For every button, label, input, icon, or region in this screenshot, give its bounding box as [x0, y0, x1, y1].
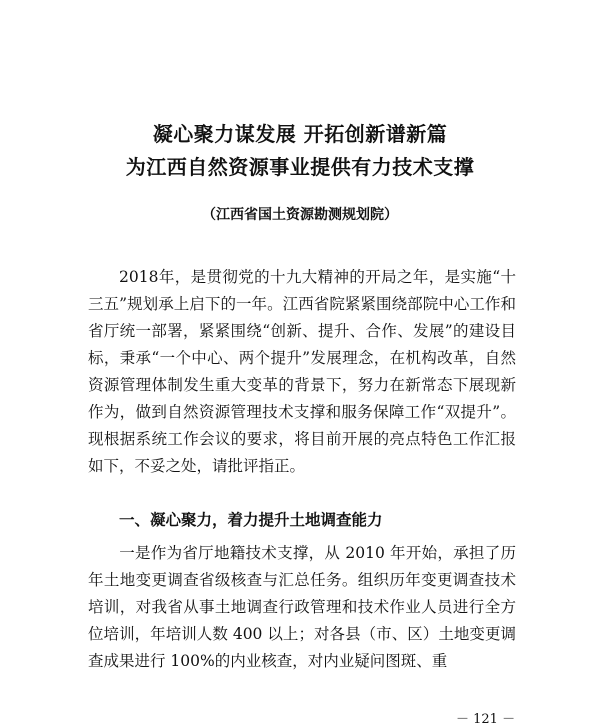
organization-name: （江西省国土资源勘测规划院） [202, 207, 398, 223]
title-line-2: 为江西自然资源事业提供有力技术支撑 [125, 155, 475, 179]
intro-paragraph-text: 2018年，是贯彻党的十九大精神的开局之年，是实施“十三五”规划承上启下的一年。江西省院紧紧围绕部院中心工作和省厅统一部署，紧紧围绕“创新、提升、合作、发展”的建设目标，秉承“一个中心、两个提升”发展理念，在机构改革，自然资源管理体制发生重大变革的背景下，努力在新常态下展现新作为，做到自然资源管理技术支撑和服务保障工作“双提升”。现根据系统工作会议的要求，将目前开展的亮点特色工作汇报如下，不妥之处，请批评指正。 [88, 268, 516, 475]
page-number: － 121 － [456, 712, 516, 727]
body-paragraph [88, 540, 516, 675]
intro-paragraph [88, 264, 516, 480]
title-line-1: 凝心聚力谋发展 开拓创新谱新篇 [152, 122, 448, 146]
body-paragraph-text: 一是作为省厅地籍技术支撑，从 2010 年开始，承担了历年土地变更调查省级核查与汇总任务。组织历年变更调查技术培训，对我省从事土地调查行政管理和技术作业人员进行全方位培训，年培训人数 400 以上；对各县（市、区）土地变更调查成果进行 100%的内业核查，对内业疑问图斑、重 [88, 544, 516, 670]
section-heading: 一、凝心聚力，着力提升土地调查能力 [119, 510, 383, 529]
